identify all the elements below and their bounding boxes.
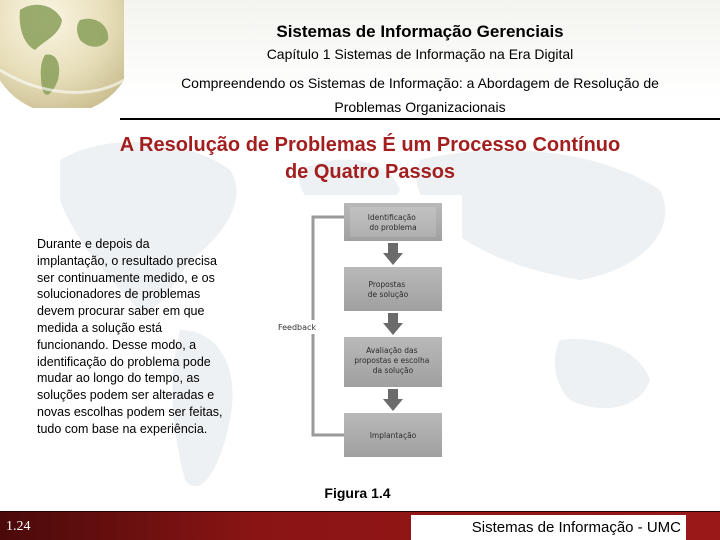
- step-label: Avaliação das propostas e escolha da solução: [354, 346, 430, 375]
- body-line: ser continuamente medido, e os: [37, 270, 215, 285]
- slide-heading-line-1: A Resolução de Problemas É um Processo Contínuo: [119, 134, 621, 156]
- body-line: mudar ao longo do tempo, as: [37, 371, 200, 386]
- footer-label: Sistemas de Informação - UMC: [471, 519, 681, 536]
- chapter-subtitle: Capítulo 1 Sistemas de Informação na Era Digital: [266, 46, 574, 62]
- step-box-solution-design: [344, 267, 442, 311]
- body-line: Durante e depois da: [37, 237, 150, 251]
- footer-bar: [0, 511, 720, 540]
- slide-heading-line-2: de Quatro Passos: [284, 161, 456, 183]
- footer-label-box: [411, 515, 686, 540]
- body-line: novas escolhas podem ser feitas,: [37, 404, 223, 419]
- slide-heading: [40, 132, 700, 186]
- feedback-label: Feedback: [277, 323, 317, 332]
- page-number: 1.24: [6, 519, 31, 534]
- body-line: medida a solução está: [37, 320, 163, 335]
- body-line: identificação do problema pode: [37, 354, 211, 369]
- step-label: Implantação: [369, 431, 417, 440]
- problem-solving-diagram: [270, 195, 462, 467]
- step-label: Propostas de solução: [367, 280, 409, 299]
- topic-title-line-1: Compreendendo os Sistemas de Informação: a Abordagem de Resolução de: [181, 75, 659, 91]
- body-line: devem procurar saber em que: [37, 304, 205, 319]
- body-line: implantação, o resultado precisa: [37, 253, 217, 268]
- presentation-title: Sistemas de Informação Gerenciais: [276, 22, 564, 41]
- header-divider: [120, 118, 720, 120]
- globe-logo: [0, 0, 124, 108]
- body-paragraph: [37, 236, 252, 438]
- body-line: funcionando. Desse modo, a: [37, 337, 197, 352]
- step-label: Identificação do problema: [367, 213, 417, 232]
- topic-title-line-2: Problemas Organizacionais: [334, 99, 506, 115]
- topic-title: [120, 71, 720, 119]
- body-line: solucionadores de problemas: [37, 287, 201, 302]
- body-line: tudo com base na experiência.: [37, 421, 208, 436]
- body-line: soluções podem ser alteradas e: [37, 388, 215, 403]
- figure-caption: Figura 1.4: [324, 485, 391, 501]
